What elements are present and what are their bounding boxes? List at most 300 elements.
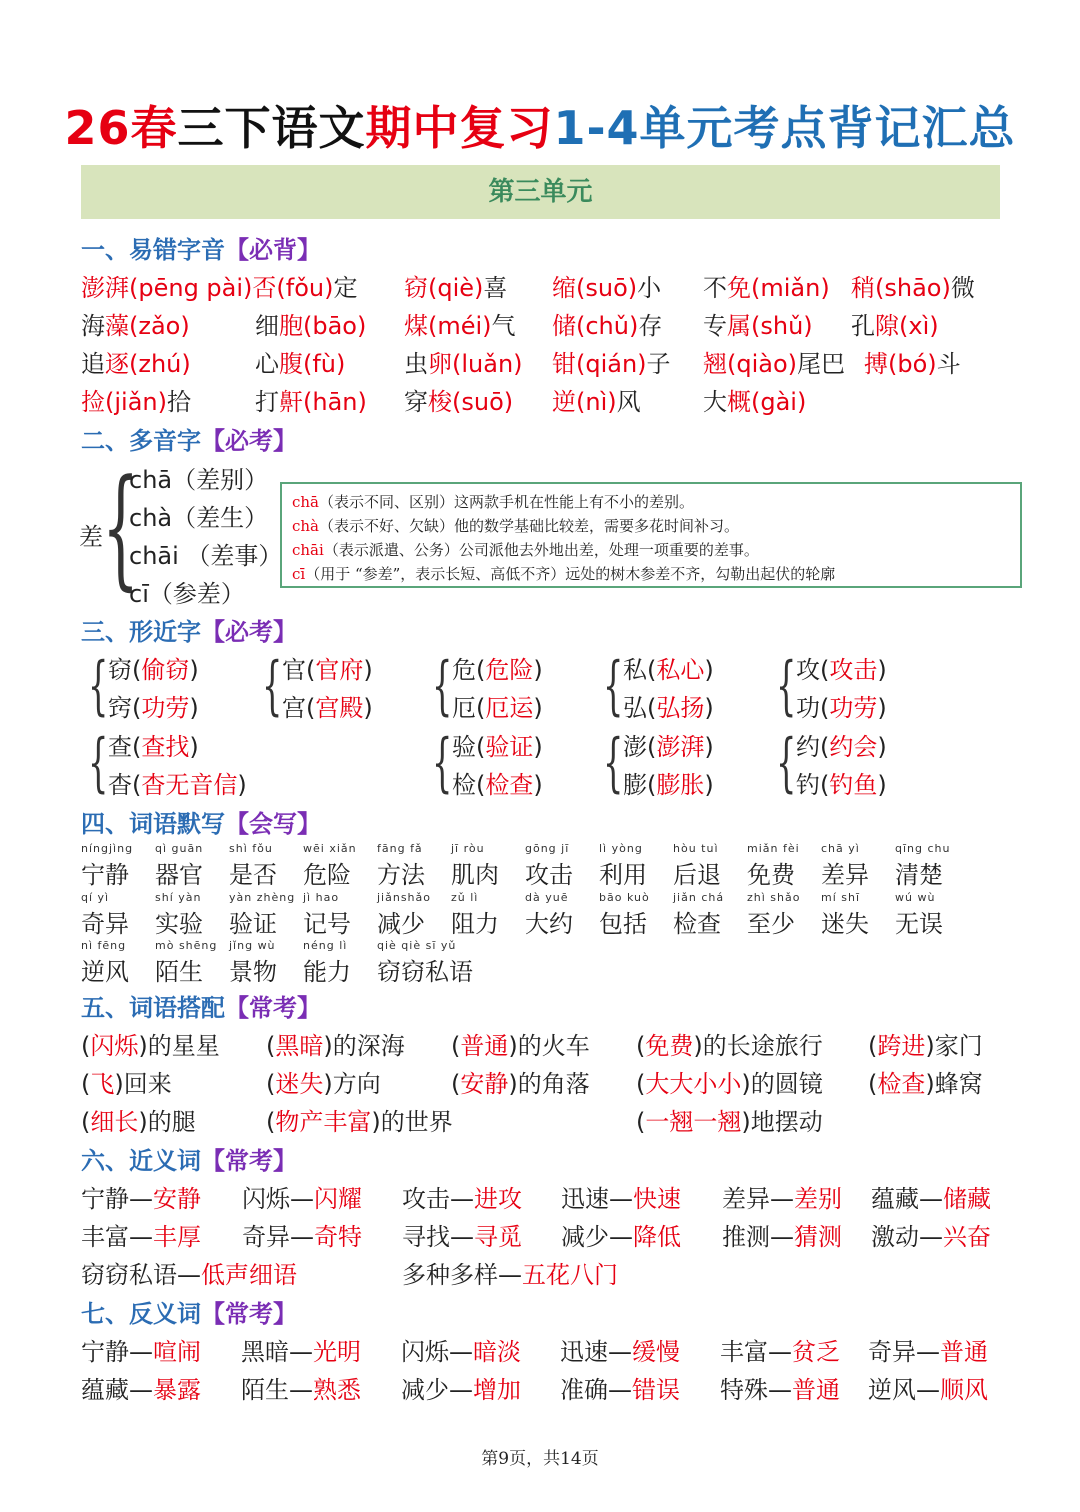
- xingjin-word: 杳无音信: [141, 771, 238, 799]
- moxie-pinyin: hòu tuì: [673, 842, 719, 855]
- example-line: [292, 562, 1010, 586]
- xingjin-line-2: [108, 765, 247, 800]
- fanyi-answer: 错误: [632, 1376, 680, 1404]
- yincuo-part: 海: [81, 312, 105, 340]
- paren: (: [81, 1070, 91, 1098]
- moxie-hanzi: 奇异: [81, 910, 129, 938]
- yincuo-part: 稍(shāo): [851, 274, 951, 302]
- title-part-4: 1-4单元考点背记汇总: [553, 101, 1016, 155]
- yincuo-part: 风: [616, 388, 641, 416]
- fanyi-answer: 普通: [940, 1338, 988, 1366]
- paren: ): [693, 1032, 703, 1060]
- jinyi-word: 寻找—: [402, 1223, 474, 1251]
- moxie-word: [747, 891, 800, 939]
- moxie-pinyin: mò shēng: [155, 939, 218, 952]
- yincuo-part: 捡(jiǎn): [81, 388, 167, 416]
- dapei-item: [266, 1064, 381, 1099]
- section-title: 七、反义词: [81, 1300, 201, 1328]
- paren: (: [820, 771, 830, 799]
- moxie-hanzi: 能力: [303, 958, 351, 986]
- fanyi-pair: [241, 1370, 361, 1405]
- paren: ): [189, 733, 199, 761]
- xingjin-char: 功: [796, 694, 820, 722]
- yincuo-item: [81, 344, 191, 379]
- yincuo-part: 搏(bó): [864, 350, 937, 378]
- dapei-key: 一翘一翘: [645, 1108, 742, 1136]
- paren: (: [266, 1070, 276, 1098]
- paren: ): [533, 771, 543, 799]
- xingjin-word: 官府: [315, 656, 364, 684]
- yincuo-item: [81, 268, 358, 303]
- fanyi-pair: [560, 1332, 680, 1367]
- paren: (: [820, 694, 830, 722]
- yincuo-part: 喜: [483, 274, 508, 302]
- duoyin-char: 差: [79, 523, 103, 551]
- dapei-key: 飞: [90, 1070, 115, 1098]
- fanyi-pair: [401, 1332, 521, 1367]
- fanyi-pair: [868, 1370, 988, 1405]
- paren: (: [81, 1032, 91, 1060]
- moxie-hanzi: 陌生: [155, 958, 203, 986]
- dapei-item: [636, 1064, 823, 1099]
- xingjin-char: 窃: [108, 656, 132, 684]
- dapei-rest: 的深海: [332, 1032, 405, 1060]
- dapei-rest: 的长途旅行: [702, 1032, 823, 1060]
- example-line: [292, 514, 1010, 538]
- moxie-hanzi: 清楚: [895, 861, 943, 889]
- paren: ): [371, 1108, 381, 1136]
- paren: (: [647, 694, 657, 722]
- fanyi-word: 特殊—: [720, 1376, 792, 1404]
- paren: (: [266, 1108, 276, 1136]
- yincuo-part: 大: [703, 388, 727, 416]
- moxie-hanzi: 方法: [377, 861, 425, 889]
- xingjin-line-2: [796, 765, 887, 800]
- moxie-word: [451, 842, 499, 890]
- xingjin-word: 私心: [656, 656, 705, 684]
- fanyi-answer: 顺风: [940, 1376, 988, 1404]
- section-tag: 【会写】: [225, 810, 321, 838]
- moxie-word: [673, 891, 724, 939]
- yincuo-part: 免(miǎn): [727, 274, 830, 302]
- moxie-hanzi: 大约: [525, 910, 573, 938]
- moxie-pinyin: bāo kuò: [599, 891, 650, 904]
- brace-icon: {: [102, 451, 140, 603]
- yincuo-part: 概(gài): [727, 388, 807, 416]
- section-5-heading: [81, 988, 321, 1023]
- jinyi-answer: 进攻: [474, 1185, 522, 1213]
- dapei-rest: 家门: [934, 1032, 983, 1060]
- xingjin-line-1: [623, 650, 714, 685]
- xingjin-line-2: [452, 688, 543, 723]
- yincuo-item: [552, 382, 641, 417]
- fanyi-answer: 光明: [313, 1338, 361, 1366]
- fanyi-word: 陌生—: [241, 1376, 313, 1404]
- xingjin-char: 宫: [282, 694, 306, 722]
- moxie-pinyin: zhì shǎo: [747, 891, 801, 904]
- xingjin-char: 危: [452, 656, 476, 684]
- moxie-hanzi: 阻力: [451, 910, 499, 938]
- moxie-hanzi: 后退: [673, 861, 721, 889]
- yincuo-part: 小: [637, 274, 662, 302]
- moxie-pinyin: qì guān: [155, 842, 204, 855]
- yincuo-part: 卵(luǎn): [428, 350, 523, 378]
- dapei-item: [81, 1026, 220, 1061]
- section-tag: 【常考】: [201, 1300, 297, 1328]
- paren: (: [636, 1032, 646, 1060]
- xingjin-word: 验证: [485, 733, 534, 761]
- dapei-rest: 回来: [123, 1070, 172, 1098]
- paren: (: [476, 656, 486, 684]
- paren: (: [451, 1032, 461, 1060]
- jinyi-pair: [81, 1217, 201, 1252]
- jinyi-answer: 丰厚: [153, 1223, 201, 1251]
- section-tag: 【必考】: [201, 618, 297, 646]
- yincuo-part: 隙(xì): [875, 312, 939, 340]
- yincuo-item: [552, 268, 661, 303]
- xingjin-word: 检查: [485, 771, 534, 799]
- jinyi-answer: 降低: [633, 1223, 681, 1251]
- example-text: （表示不同、区别）这两款手机在性能上有不小的差别。: [319, 493, 695, 511]
- yincuo-part: 钳(qián): [552, 350, 647, 378]
- brace-icon: {: [432, 649, 453, 723]
- yincuo-part: 微: [950, 274, 975, 302]
- moxie-pinyin: shí yàn: [155, 891, 202, 904]
- yincuo-part: 胞(bāo): [279, 312, 367, 340]
- moxie-hanzi: 宁静: [81, 861, 129, 889]
- paren: ): [363, 656, 373, 684]
- duoyin-reading: chāi （差事）: [129, 542, 283, 570]
- dapei-item: [81, 1102, 196, 1137]
- paren: (: [476, 694, 486, 722]
- moxie-word: [303, 939, 351, 987]
- paren: ): [237, 771, 247, 799]
- jinyi-word: 差异—: [722, 1185, 794, 1213]
- jinyi-answer: 快速: [633, 1185, 681, 1213]
- paren: ): [925, 1070, 935, 1098]
- jinyi-word: 减少—: [561, 1223, 633, 1251]
- yincuo-item: [404, 306, 516, 341]
- brace-icon: {: [603, 726, 624, 800]
- section-title: 一、易错字音: [81, 236, 225, 264]
- xingjin-char: 钓: [796, 771, 820, 799]
- dapei-rest: 方向: [332, 1070, 381, 1098]
- dapei-key: 安静: [460, 1070, 509, 1098]
- jinyi-pair: [561, 1179, 681, 1214]
- dapei-key: 跨进: [877, 1032, 926, 1060]
- moxie-hanzi: 记号: [303, 910, 351, 938]
- paren: ): [363, 694, 373, 722]
- fanyi-word: 减少—: [401, 1376, 473, 1404]
- moxie-hanzi: 利用: [599, 861, 647, 889]
- moxie-word: [377, 891, 431, 939]
- fanyi-pair: [868, 1332, 988, 1367]
- dapei-rest: 的腿: [147, 1108, 196, 1136]
- paren: (: [636, 1108, 646, 1136]
- jinyi-answer: 五花八门: [522, 1261, 618, 1289]
- example-text: （表示不好、欠缺）他的数学基础比较差，需要多花时间补习。: [319, 517, 740, 535]
- dapei-key: 黑暗: [275, 1032, 324, 1060]
- jinyi-answer: 兴奋: [943, 1223, 991, 1251]
- yincuo-part: 窃(qiè): [404, 274, 484, 302]
- moxie-hanzi: 危险: [303, 861, 351, 889]
- paren: ): [323, 1032, 333, 1060]
- paren: (: [306, 694, 316, 722]
- yincuo-part: 储(chǔ): [552, 312, 639, 340]
- paren: ): [704, 733, 714, 761]
- moxie-hanzi: 验证: [229, 910, 277, 938]
- moxie-word: [81, 939, 129, 987]
- xingjin-line-2: [623, 688, 714, 723]
- duoyin-reading: cī（参差）: [129, 580, 245, 608]
- page-title: [0, 92, 1080, 158]
- unit-heading: 第三单元: [81, 165, 1000, 219]
- paren: ): [323, 1070, 333, 1098]
- jinyi-answer: 储藏: [943, 1185, 991, 1213]
- yincuo-item: [255, 382, 367, 417]
- moxie-pinyin: qiè qiè sī yǔ: [377, 939, 457, 952]
- paren: ): [508, 1032, 518, 1060]
- jinyi-pair: [561, 1217, 681, 1252]
- yincuo-part: 不: [703, 274, 727, 302]
- paren: ): [189, 656, 199, 684]
- paren: ): [138, 1032, 148, 1060]
- yincuo-part: 穿: [404, 388, 428, 416]
- fanyi-answer: 熟悉: [313, 1376, 361, 1404]
- dapei-item: [636, 1102, 823, 1137]
- title-part-3: 期中复习: [365, 101, 554, 155]
- moxie-word: [303, 842, 357, 890]
- dapei-key: 检查: [877, 1070, 926, 1098]
- moxie-pinyin: jì hao: [303, 891, 340, 904]
- paren: (: [306, 656, 316, 684]
- jinyi-pair: [402, 1179, 522, 1214]
- xingjin-line-2: [452, 765, 543, 800]
- paren: (: [451, 1070, 461, 1098]
- yincuo-part: 逆(nì): [552, 388, 617, 416]
- xingjin-char: 约: [796, 733, 820, 761]
- yincuo-part: 专: [703, 312, 727, 340]
- xingjin-line-1: [452, 727, 543, 762]
- dapei-key: 迷失: [275, 1070, 324, 1098]
- dapei-item: [868, 1026, 983, 1061]
- dapei-item: [636, 1026, 823, 1061]
- paren: ): [114, 1070, 124, 1098]
- moxie-hanzi: 差异: [821, 861, 869, 889]
- jinyi-answer: 闪耀: [314, 1185, 362, 1213]
- yincuo-part: 子: [646, 350, 671, 378]
- xingjin-char: 弘: [623, 694, 647, 722]
- jinyi-word: 丰富—: [81, 1223, 153, 1251]
- fanyi-word: 迅速—: [560, 1338, 632, 1366]
- moxie-pinyin: lì yòng: [599, 842, 643, 855]
- yincuo-item: [404, 268, 507, 303]
- moxie-word: [81, 842, 133, 890]
- paren: ): [138, 1108, 148, 1136]
- dapei-item: [451, 1026, 590, 1061]
- xingjin-word: 膨胀: [656, 771, 705, 799]
- paren: ): [704, 656, 714, 684]
- jinyi-pair: [722, 1179, 842, 1214]
- moxie-word: [821, 891, 869, 939]
- fanyi-word: 丰富—: [720, 1338, 792, 1366]
- yincuo-item: [81, 382, 191, 417]
- yincuo-item: [81, 306, 190, 341]
- fanyi-answer: 喧闹: [153, 1338, 201, 1366]
- duoyin-reading: chā（差别）: [129, 466, 269, 494]
- jinyi-word: 多种多样—: [402, 1261, 522, 1289]
- paren: ): [533, 656, 543, 684]
- example-pinyin: chà: [292, 517, 320, 535]
- dapei-rest: 的角落: [517, 1070, 590, 1098]
- paren: (: [476, 733, 486, 761]
- moxie-word: [229, 939, 277, 987]
- yincuo-item: [703, 344, 845, 379]
- xingjin-char: 官: [282, 656, 306, 684]
- paren: (: [647, 656, 657, 684]
- paren: ): [925, 1032, 935, 1060]
- jinyi-word: 推测—: [722, 1223, 794, 1251]
- dapei-rest: 地摆动: [750, 1108, 823, 1136]
- paren: ): [533, 694, 543, 722]
- fanyi-answer: 暴露: [153, 1376, 201, 1404]
- fanyi-pair: [720, 1370, 840, 1405]
- yincuo-part: 气: [491, 312, 516, 340]
- brace-icon: {: [776, 649, 797, 723]
- xingjin-char: 澎: [623, 733, 647, 761]
- fanyi-word: 奇异—: [868, 1338, 940, 1366]
- fanyi-word: 逆风—: [868, 1376, 940, 1404]
- moxie-pinyin: miǎn fèi: [747, 842, 800, 855]
- dapei-key: 普通: [460, 1032, 509, 1060]
- moxie-word: [229, 891, 295, 939]
- yincuo-part: 打: [255, 388, 279, 416]
- moxie-hanzi: 器官: [155, 861, 203, 889]
- xingjin-word: 钓鱼: [829, 771, 878, 799]
- xingjin-char: 杳: [108, 771, 132, 799]
- section-tag: 【必背】: [225, 236, 321, 264]
- fanyi-pair: [81, 1332, 201, 1367]
- moxie-hanzi: 逆风: [81, 958, 129, 986]
- moxie-pinyin: shì fǒu: [229, 842, 273, 855]
- yincuo-part: 细: [255, 312, 279, 340]
- paren: ): [741, 1070, 751, 1098]
- yincuo-part: 拾: [166, 388, 191, 416]
- xingjin-char: 膨: [623, 771, 647, 799]
- section-tag: 【常考】: [225, 994, 321, 1022]
- dapei-rest: 的星星: [147, 1032, 220, 1060]
- paren: ): [877, 733, 887, 761]
- dapei-item: [451, 1064, 590, 1099]
- brace-icon: {: [603, 649, 624, 723]
- moxie-pinyin: jiǎnshǎo: [377, 891, 431, 904]
- example-line: [292, 538, 1010, 562]
- fanyi-answer: 普通: [792, 1376, 840, 1404]
- paren: ): [877, 771, 887, 799]
- paren: ): [877, 656, 887, 684]
- jinyi-pair: [81, 1179, 201, 1214]
- fanyi-pair: [241, 1332, 361, 1367]
- section-4-heading: [81, 804, 321, 839]
- moxie-pinyin: zǔ lì: [451, 891, 479, 904]
- moxie-pinyin: jiǎn chá: [673, 891, 725, 904]
- jinyi-pair: [402, 1217, 522, 1252]
- section-7-heading: [81, 1294, 297, 1329]
- moxie-hanzi: 免费: [747, 861, 795, 889]
- jinyi-answer: 寻觅: [474, 1223, 522, 1251]
- moxie-hanzi: 攻击: [525, 861, 573, 889]
- xingjin-line-1: [452, 650, 543, 685]
- paren: (: [820, 733, 830, 761]
- yincuo-item: [552, 306, 662, 341]
- fanyi-word: 宁静—: [81, 1338, 153, 1366]
- yincuo-part: 梭(suō): [428, 388, 514, 416]
- moxie-word: [821, 842, 869, 890]
- dapei-key: 免费: [645, 1032, 694, 1060]
- yincuo-item: [703, 382, 806, 417]
- moxie-pinyin: fāng fǎ: [377, 842, 423, 855]
- moxie-pinyin: chā yì: [821, 842, 860, 855]
- yincuo-part: 澎湃(pēng pài): [81, 274, 253, 302]
- jinyi-pair: [871, 1217, 991, 1252]
- title-part-1: 26春: [64, 101, 178, 155]
- xingjin-char: 验: [452, 733, 476, 761]
- duoyin-example-box: [280, 482, 1022, 588]
- moxie-word: [155, 842, 203, 890]
- moxie-word: [895, 842, 950, 890]
- jinyi-answer: 低声细语: [201, 1261, 297, 1289]
- fanyi-answer: 贫乏: [792, 1338, 840, 1366]
- xingjin-line-2: [796, 688, 887, 723]
- section-6-heading: [81, 1141, 297, 1176]
- fanyi-word: 准确—: [560, 1376, 632, 1404]
- moxie-pinyin: qí yì: [81, 891, 110, 904]
- moxie-hanzi: 迷失: [821, 910, 869, 938]
- yincuo-part: 腹(fù): [279, 350, 346, 378]
- jinyi-word: 宁静—: [81, 1185, 153, 1213]
- paren: (: [132, 771, 142, 799]
- moxie-pinyin: níngjìng: [81, 842, 134, 855]
- xingjin-line-2: [623, 765, 714, 800]
- brace-icon: {: [432, 726, 453, 800]
- moxie-hanzi: 景物: [229, 958, 277, 986]
- xingjin-char: 攻: [796, 656, 820, 684]
- yincuo-part: 追: [81, 350, 105, 378]
- yincuo-part: 缩(suō): [552, 274, 638, 302]
- brace-icon: {: [88, 726, 109, 800]
- brace-icon: {: [88, 649, 109, 723]
- paren: (: [647, 771, 657, 799]
- yincuo-part: 存: [638, 312, 663, 340]
- moxie-hanzi: 至少: [747, 910, 795, 938]
- section-3-heading: [81, 612, 297, 647]
- duoyin-reading: chà（差生）: [129, 504, 269, 532]
- jinyi-word: 窃窃私语—: [81, 1261, 201, 1289]
- yincuo-part: 虫: [404, 350, 428, 378]
- xingjin-char: 私: [623, 656, 647, 684]
- jinyi-answer: 猜测: [794, 1223, 842, 1251]
- jinyi-pair: [242, 1179, 362, 1214]
- yincuo-part: 斗: [936, 350, 961, 378]
- yincuo-item: [864, 344, 961, 379]
- moxie-pinyin: yàn zhèng: [229, 891, 296, 904]
- yincuo-item: [851, 306, 939, 341]
- section-title: 二、多音字: [81, 427, 201, 455]
- moxie-word: [81, 891, 129, 939]
- moxie-hanzi: 减少: [377, 910, 425, 938]
- yincuo-item: [255, 306, 366, 341]
- paren: (: [636, 1070, 646, 1098]
